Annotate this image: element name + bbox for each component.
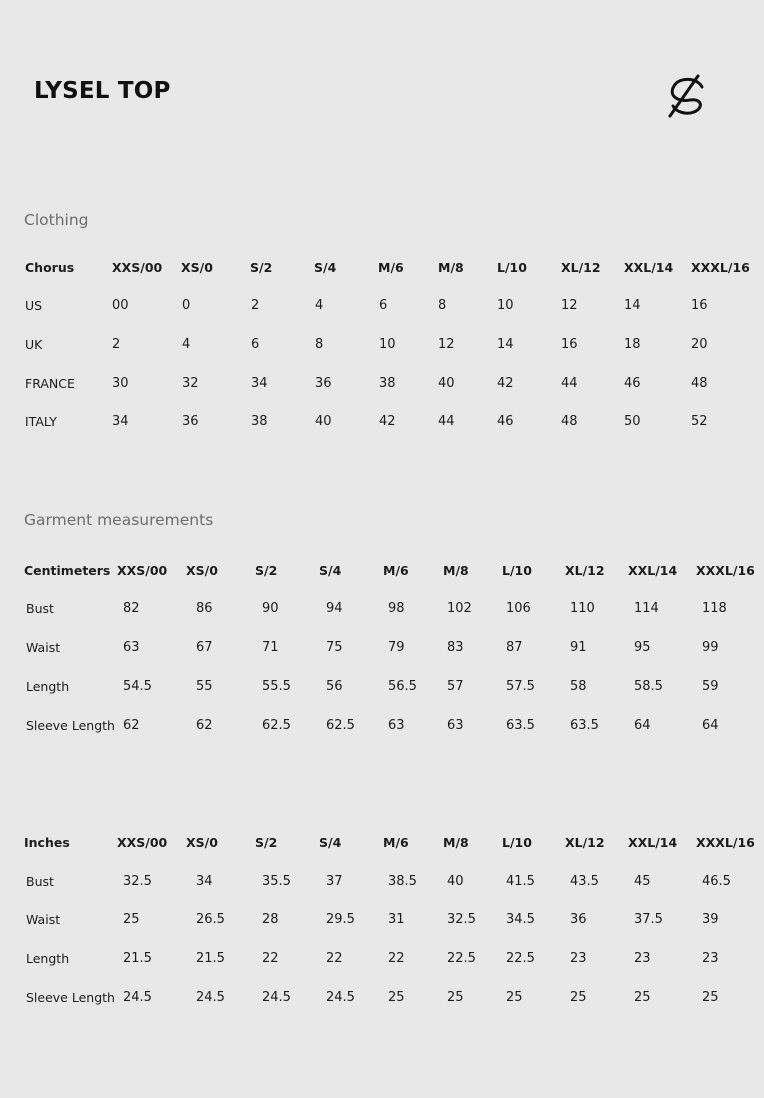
table-cell: 4: [182, 337, 191, 352]
table-cell: 00: [112, 298, 129, 313]
table-cell: 2: [112, 337, 121, 352]
table-cell: 52: [691, 414, 708, 429]
table-cell: 91: [570, 640, 587, 655]
clothing-section-title: Clothing: [24, 211, 89, 229]
table-corner-header: Chorus: [25, 260, 75, 275]
table-cell: 58: [570, 679, 587, 694]
table-cell: 40: [447, 874, 464, 889]
table-cell: 64: [634, 718, 651, 733]
brand-logo-icon: [664, 72, 710, 118]
size-column-header: L/10: [502, 835, 532, 850]
table-cell: 34: [196, 874, 213, 889]
table-cell: 55.5: [262, 679, 291, 694]
table-cell: 48: [691, 376, 708, 391]
table-cell: 64: [702, 718, 719, 733]
table-cell: 22.5: [447, 951, 476, 966]
table-cell: 43.5: [570, 874, 599, 889]
table-cell: 44: [561, 376, 578, 391]
table-cell: 56: [326, 679, 343, 694]
table-cell: 86: [196, 601, 213, 616]
table-cell: 71: [262, 640, 279, 655]
table-cell: 2: [251, 298, 260, 313]
table-cell: 25: [388, 990, 405, 1005]
table-cell: 114: [634, 601, 659, 616]
table-cell: 18: [624, 337, 641, 352]
row-label: FRANCE: [25, 376, 75, 391]
table-cell: 98: [388, 601, 405, 616]
row-label: Length: [26, 951, 70, 966]
table-cell: 14: [624, 298, 641, 313]
table-cell: 75: [326, 640, 343, 655]
table-cell: 44: [438, 414, 455, 429]
size-column-header: XS/0: [186, 835, 218, 850]
table-cell: 22: [326, 951, 343, 966]
table-cell: 106: [506, 601, 531, 616]
table-cell: 23: [570, 951, 587, 966]
size-column-header: S/4: [319, 563, 342, 578]
table-cell: 26.5: [196, 912, 225, 927]
table-cell: 12: [561, 298, 578, 313]
table-cell: 40: [315, 414, 332, 429]
size-column-header: XXL/14: [628, 835, 678, 850]
size-column-header: M/6: [378, 260, 404, 275]
table-cell: 56.5: [388, 679, 417, 694]
table-cell: 24.5: [262, 990, 291, 1005]
table-cell: 34: [251, 376, 268, 391]
table-cell: 24.5: [326, 990, 355, 1005]
table-cell: 48: [561, 414, 578, 429]
table-cell: 6: [251, 337, 260, 352]
table-cell: 62.5: [326, 718, 355, 733]
table-cell: 8: [438, 298, 447, 313]
table-cell: 83: [447, 640, 464, 655]
table-cell: 16: [561, 337, 578, 352]
table-cell: 16: [691, 298, 708, 313]
garment-section-title: Garment measurements: [24, 511, 214, 529]
table-cell: 36: [315, 376, 332, 391]
table-cell: 39: [702, 912, 719, 927]
table-cell: 14: [497, 337, 514, 352]
size-column-header: S/4: [314, 260, 337, 275]
row-label: Bust: [26, 874, 54, 889]
table-cell: 20: [691, 337, 708, 352]
table-cell: 10: [497, 298, 514, 313]
table-cell: 94: [326, 601, 343, 616]
table-cell: 10: [379, 337, 396, 352]
table-cell: 32: [182, 376, 199, 391]
table-cell: 34: [112, 414, 129, 429]
table-cell: 79: [388, 640, 405, 655]
row-label: Sleeve Length: [26, 718, 115, 733]
table-cell: 46: [624, 376, 641, 391]
table-cell: 63: [388, 718, 405, 733]
table-cell: 62: [196, 718, 213, 733]
row-label: ITALY: [25, 414, 57, 429]
table-cell: 40: [438, 376, 455, 391]
table-cell: 102: [447, 601, 472, 616]
table-cell: 30: [112, 376, 129, 391]
size-column-header: XS/0: [181, 260, 213, 275]
table-cell: 36: [182, 414, 199, 429]
table-cell: 38.5: [388, 874, 417, 889]
table-cell: 4: [315, 298, 324, 313]
table-cell: 50: [624, 414, 641, 429]
table-cell: 118: [702, 601, 727, 616]
table-cell: 29.5: [326, 912, 355, 927]
table-cell: 67: [196, 640, 213, 655]
size-column-header: S/2: [255, 563, 278, 578]
size-column-header: XL/12: [565, 563, 605, 578]
table-cell: 55: [196, 679, 213, 694]
size-column-header: XXS/00: [112, 260, 163, 275]
table-cell: 38: [251, 414, 268, 429]
page-title: LYSEL TOP: [34, 78, 171, 104]
size-column-header: XXL/14: [628, 563, 678, 578]
row-label: UK: [25, 337, 43, 352]
table-corner-header: Inches: [24, 835, 70, 850]
table-cell: 32.5: [123, 874, 152, 889]
size-column-header: S/2: [255, 835, 278, 850]
table-cell: 63.5: [506, 718, 535, 733]
table-cell: 23: [702, 951, 719, 966]
table-cell: 57.5: [506, 679, 535, 694]
table-cell: 58.5: [634, 679, 663, 694]
size-column-header: XXXL/16: [691, 260, 750, 275]
size-column-header: M/6: [383, 835, 409, 850]
size-column-header: M/8: [438, 260, 464, 275]
table-cell: 6: [379, 298, 388, 313]
table-cell: 99: [702, 640, 719, 655]
table-cell: 42: [379, 414, 396, 429]
table-cell: 62.5: [262, 718, 291, 733]
table-cell: 36: [570, 912, 587, 927]
table-cell: 41.5: [506, 874, 535, 889]
table-cell: 12: [438, 337, 455, 352]
table-cell: 42: [497, 376, 514, 391]
table-cell: 63.5: [570, 718, 599, 733]
table-cell: 22.5: [506, 951, 535, 966]
size-column-header: XXS/00: [117, 563, 168, 578]
table-cell: 34.5: [506, 912, 535, 927]
row-label: US: [25, 298, 43, 313]
table-cell: 54.5: [123, 679, 152, 694]
table-cell: 87: [506, 640, 523, 655]
size-column-header: XL/12: [561, 260, 601, 275]
size-column-header: XS/0: [186, 563, 218, 578]
size-column-header: XXXL/16: [696, 835, 755, 850]
table-cell: 31: [388, 912, 405, 927]
row-label: Waist: [26, 912, 61, 927]
size-column-header: XXXL/16: [696, 563, 755, 578]
table-cell: 63: [447, 718, 464, 733]
table-cell: 62: [123, 718, 140, 733]
table-cell: 45: [634, 874, 651, 889]
table-cell: 32.5: [447, 912, 476, 927]
table-cell: 22: [388, 951, 405, 966]
size-column-header: L/10: [502, 563, 532, 578]
table-cell: 63: [123, 640, 140, 655]
table-cell: 46.5: [702, 874, 731, 889]
table-cell: 22: [262, 951, 279, 966]
row-label: Bust: [26, 601, 54, 616]
row-label: Length: [26, 679, 70, 694]
table-cell: 95: [634, 640, 651, 655]
table-cell: 28: [262, 912, 279, 927]
size-column-header: M/8: [443, 563, 469, 578]
table-cell: 90: [262, 601, 279, 616]
table-cell: 24.5: [196, 990, 225, 1005]
table-cell: 82: [123, 601, 140, 616]
table-cell: 37: [326, 874, 343, 889]
table-cell: 25: [447, 990, 464, 1005]
table-cell: 25: [506, 990, 523, 1005]
table-cell: 110: [570, 601, 595, 616]
table-cell: 23: [634, 951, 651, 966]
row-label: Sleeve Length: [26, 990, 115, 1005]
size-column-header: S/4: [319, 835, 342, 850]
size-column-header: S/2: [250, 260, 273, 275]
size-column-header: M/8: [443, 835, 469, 850]
size-column-header: L/10: [497, 260, 527, 275]
table-cell: 38: [379, 376, 396, 391]
table-cell: 35.5: [262, 874, 291, 889]
table-cell: 25: [634, 990, 651, 1005]
table-cell: 21.5: [196, 951, 225, 966]
table-cell: 25: [123, 912, 140, 927]
row-label: Waist: [26, 640, 61, 655]
table-cell: 25: [570, 990, 587, 1005]
size-column-header: M/6: [383, 563, 409, 578]
table-cell: 21.5: [123, 951, 152, 966]
table-cell: 46: [497, 414, 514, 429]
size-column-header: XL/12: [565, 835, 605, 850]
table-cell: 0: [182, 298, 191, 313]
table-cell: 25: [702, 990, 719, 1005]
table-cell: 8: [315, 337, 324, 352]
size-column-header: XXL/14: [624, 260, 674, 275]
table-cell: 24.5: [123, 990, 152, 1005]
table-corner-header: Centimeters: [24, 563, 111, 578]
table-cell: 59: [702, 679, 719, 694]
table-cell: 37.5: [634, 912, 663, 927]
table-cell: 57: [447, 679, 464, 694]
size-column-header: XXS/00: [117, 835, 168, 850]
